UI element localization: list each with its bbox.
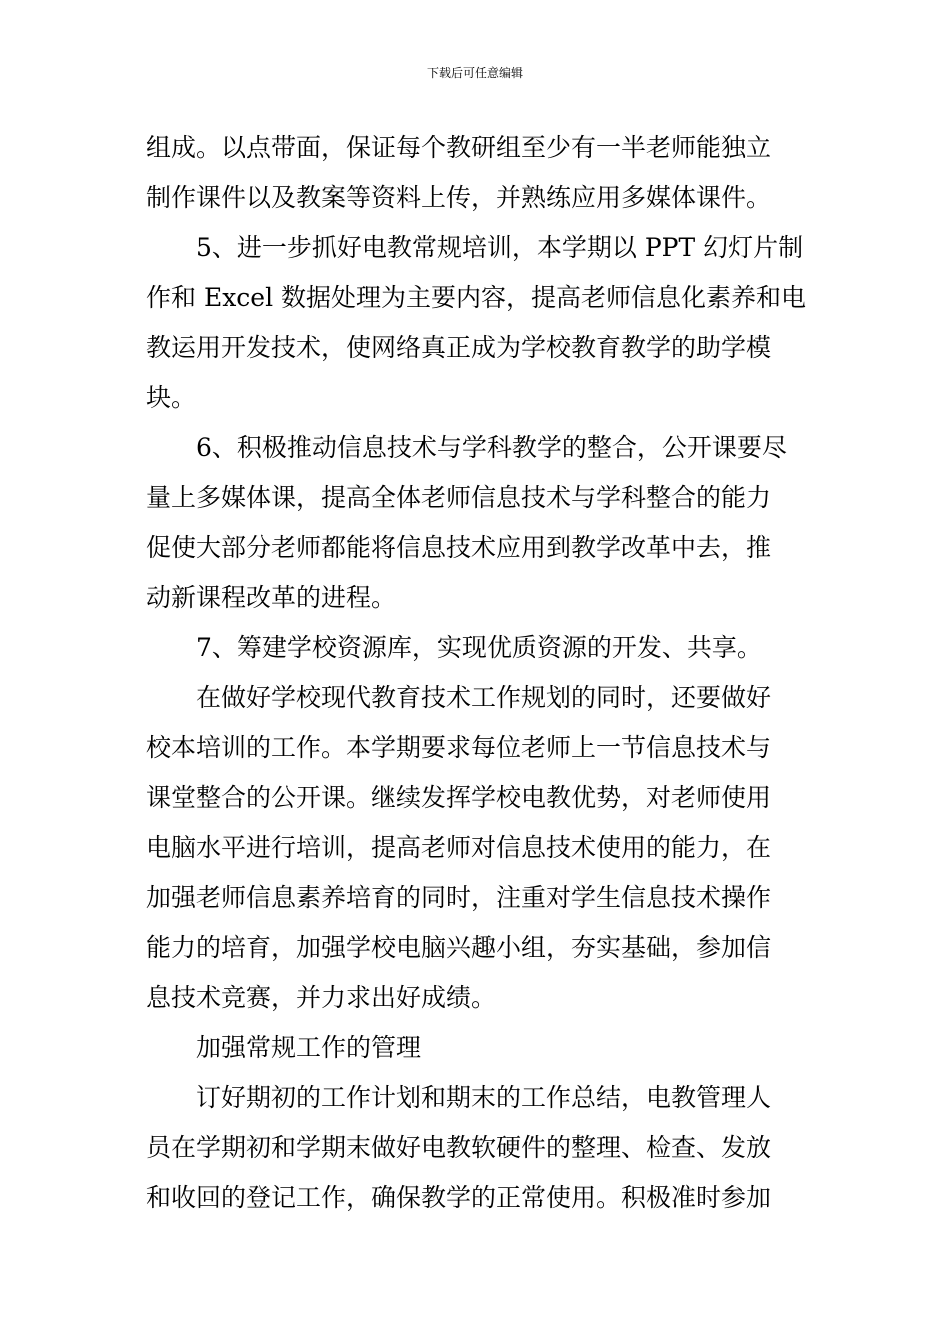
text-line: 7、筹建学校资源库，实现优质资源的开发、共享。 <box>196 633 762 662</box>
text-line: 订好期初的工作计划和期末的工作总结，电教管理人 <box>196 1083 772 1112</box>
text-line: 块。 <box>146 383 197 412</box>
text-line: 和收回的登记工作，确保教学的正常使用。积极准时参加 <box>146 1183 772 1212</box>
text-line: 课堂整合的公开课。继续发挥学校电教优势，对老师使用 <box>146 783 772 812</box>
page-header: 下载后可任意编辑 <box>426 66 523 80</box>
text-line: 5、进一步抓好电教常规培训，本学期以 PPT 幻灯片制 <box>196 233 804 262</box>
text-line: 加强老师信息素养培育的同时，注重对学生信息技术操作 <box>146 883 772 912</box>
text-line: 量上多媒体课，提高全体老师信息技术与学科整合的能力 <box>146 483 772 512</box>
text-line: 教运用开发技术，使网络真正成为学校教育教学的助学模 <box>146 333 772 362</box>
text-line: 6、积极推动信息技术与学科教学的整合，公开课要尽 <box>196 433 787 462</box>
text-line: 校本培训的工作。本学期要求每位老师上一节信息技术与 <box>146 733 772 762</box>
text-line: 员在学期初和学期末做好电教软硬件的整理、检查、发放 <box>146 1133 772 1162</box>
text-line: 息技术竞赛，并力求出好成绩。 <box>146 983 497 1012</box>
text-line: 能力的培育，加强学校电脑兴趣小组，夯实基础，参加信 <box>146 933 772 962</box>
text-line: 制作课件以及教案等资料上传，并熟练应用多媒体课件。 <box>146 183 772 212</box>
text-line: 组成。以点带面，保证每个教研组至少有一半老师能独立 <box>146 133 772 162</box>
text-line: 电脑水平进行培训，提高老师对信息技术使用的能力，在 <box>146 833 772 862</box>
text-line: 在做好学校现代教育技术工作规划的同时，还要做好 <box>196 683 772 712</box>
text-line: 促使大部分老师都能将信息技术应用到教学改革中去，推 <box>146 533 772 562</box>
text-line: 作和 Excel 数据处理为主要内容，提高老师信息化素养和电 <box>146 283 807 312</box>
text-line: 加强常规工作的管理 <box>196 1033 422 1062</box>
document-body <box>146 123 808 1223</box>
text-line: 动新课程改革的进程。 <box>146 583 397 612</box>
